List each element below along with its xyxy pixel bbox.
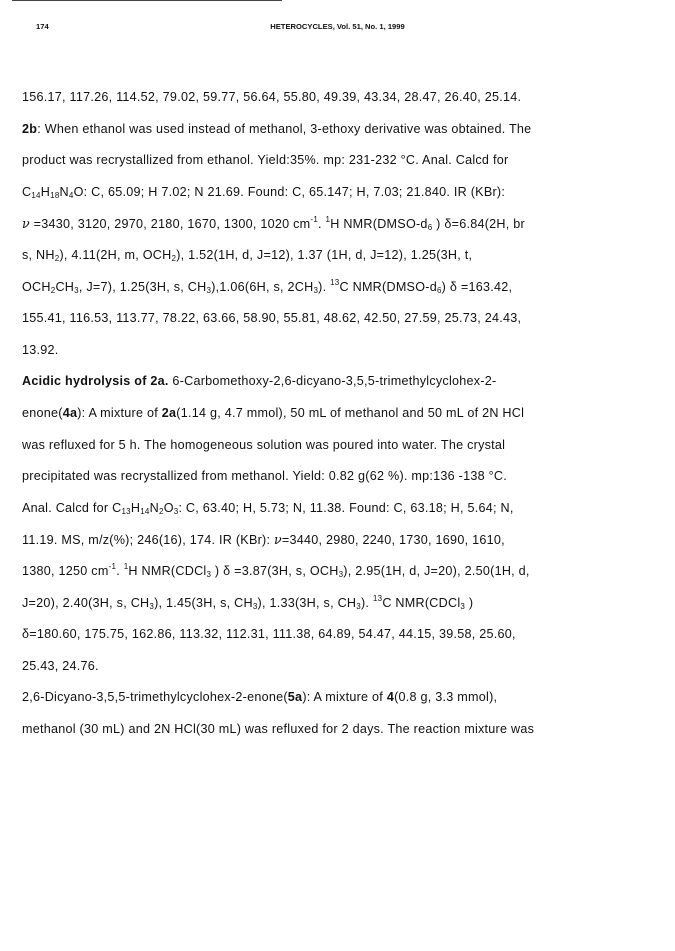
text-line: precipitated was recrystallized from methanol. Yield: 0.82 g(62 %). mp:136 -138 °C. bbox=[22, 469, 507, 484]
text-line: δ=180.60, 175.75, 162.86, 113.32, 112.31, 111.38, 64.89, 54.47, 44.15, 39.58, 25.60, bbox=[22, 627, 516, 642]
top-rule bbox=[12, 0, 282, 1]
text-line: $C_{14}H_{18}N_4O$: C, 65.09; H 7.02; N 21.69. Found: C, 65.147; H, 7.03; 21.840. IR (KBr): bbox=[22, 184, 506, 200]
text-line: ν =3430, 3120, 2970, 2180, 1670, 1300, 1020 $cm^{-1}$. $^1$H $NMR(DMSO-d_6$ ) δ=6.84(2H, br bbox=[22, 215, 525, 233]
text-line: 1380, 1250 $cm^{-1}$. $^1$H NMR(CDCl$_3$ ) δ =3.87(3H, s, $OCH_3$), 2.95(1H, d, J=20), 2.50(1H, d, bbox=[22, 561, 530, 579]
text-line: was refluxed for 5 h. The homogeneous solution was poured into water. The crystal bbox=[22, 437, 506, 452]
body-text bbox=[22, 82, 642, 745]
text-line: J=20), 2.40(3H, s, $CH_3$), 1.45(3H, s, $CH_3$), 1.33(3H, s, $CH_3$). $^{13}$C NMR(CDCl$_3$ ) bbox=[22, 593, 474, 611]
running-header bbox=[0, 22, 675, 36]
text-line: Acidic hydrolysis of 2a. 6-Carbomethoxy-2,6-dicyano-3,5,5-trimethylcyclohex-2- bbox=[22, 374, 497, 389]
text-line: 2b: When ethanol was used instead of methanol, 3-ethoxy derivative was obtained. The bbox=[22, 121, 532, 136]
text-line: 25.43, 24.76. bbox=[22, 658, 99, 673]
text-line: Anal. Calcd for $C_{13}H_{14}N_2O_3$: C, 63.40; H, 5.73; N, 11.38. Found: C, 63.18; H, 5.64; N, bbox=[22, 500, 514, 516]
text-line: 13.92. bbox=[22, 342, 59, 357]
text-line: 156.17, 117.26, 114.52, 79.02, 59.77, 56.64, 55.80, 49.39, 43.34, 28.47, 26.40, 25.14. bbox=[22, 90, 522, 104]
text-line: 2,6-Dicyano-3,5,5-trimethylcyclohex-2-enone(5a): A mixture of 4(0.8 g, 3.3 mmol), bbox=[22, 690, 498, 705]
text-line: 155.41, 116.53, 113.77, 78.22, 63.66, 58.90, 55.81, 48.62, 42.50, 27.59, 25.73, 24.43, bbox=[22, 311, 522, 326]
page-number: 174 bbox=[36, 22, 49, 31]
text-line: enone(4a): A mixture of 2a(1.14 g, 4.7 mmol), 50 mL of methanol and 50 mL of 2N HCl bbox=[22, 405, 525, 420]
journal-citation: HETEROCYCLES, Vol. 51, No. 1, 1999 bbox=[270, 22, 405, 31]
section-heading: Acidic hydrolysis of 2a. bbox=[22, 374, 169, 389]
compound-label: 2b bbox=[22, 121, 38, 136]
text-line: 11.19. MS, m/z(%); 246(16), 174. IR (KBr): ν=3440, 2980, 2240, 1730, 1690, 1610, bbox=[22, 532, 505, 548]
text-line: product was recrystallized from ethanol. Yield:35%. mp: 231-232 °C. Anal. Calcd for bbox=[22, 153, 509, 168]
text-line: $OCH_2CH_3$, J=7), 1.25(3H, s, $CH_3),1.06(6H$, s, $2CH_3$). $^{13}$C $NMR(DMSO-d_6)$ δ =163.42, bbox=[22, 277, 513, 295]
text-line: methanol (30 mL) and 2N HCl(30 mL) was refluxed for 2 days. The reaction mixture was bbox=[22, 721, 535, 736]
text-line: s, $NH_2$), 4.11(2H, m, $OCH_2$), 1.52(1H, d, J=12), 1.37 (1H, d, J=12), 1.25(3H, t, bbox=[22, 247, 473, 263]
